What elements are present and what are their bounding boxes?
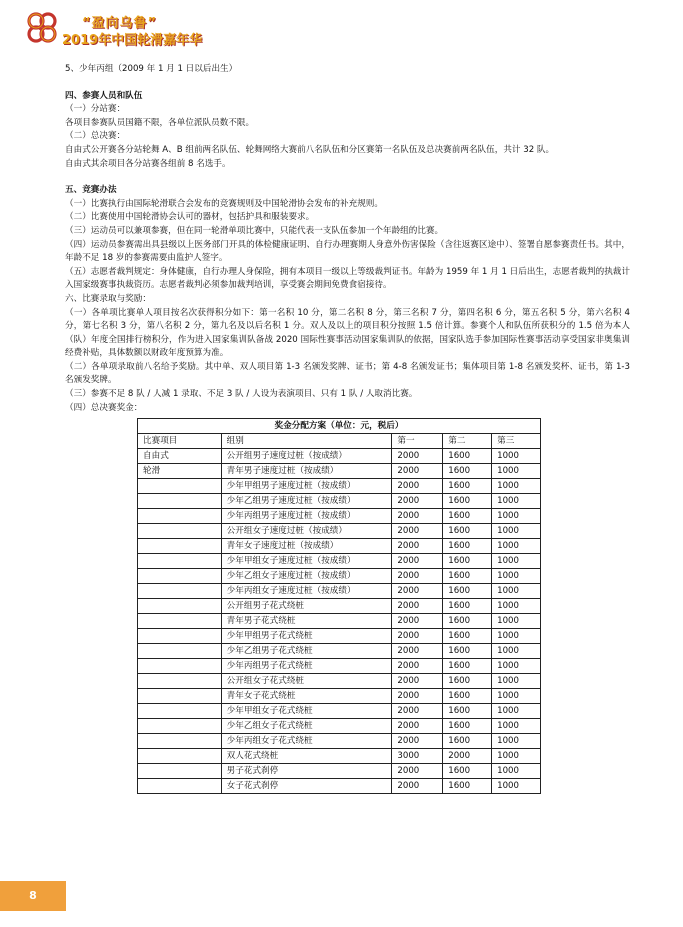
table-cell: 1000 bbox=[492, 569, 541, 584]
table-cell: 2000 bbox=[392, 449, 443, 464]
table-row bbox=[138, 479, 541, 494]
table-cell: 1600 bbox=[443, 629, 492, 644]
table-cell: 1600 bbox=[443, 614, 492, 629]
table-cell bbox=[138, 614, 222, 629]
table-cell bbox=[138, 644, 222, 659]
section-heading-awards: 六、比赛录取与奖励： bbox=[65, 293, 151, 304]
table-row bbox=[138, 659, 541, 674]
table-cell: 2000 bbox=[392, 779, 443, 794]
table-cell: 1000 bbox=[492, 689, 541, 704]
table-cell: 1000 bbox=[492, 449, 541, 464]
table-cell: 1600 bbox=[443, 704, 492, 719]
table-row bbox=[138, 599, 541, 614]
table-cell bbox=[138, 509, 222, 524]
table-cell: 2000 bbox=[392, 629, 443, 644]
table-cell: 1600 bbox=[443, 494, 492, 509]
table-cell bbox=[138, 689, 222, 704]
table-cell: 双人花式绕桩 bbox=[221, 749, 392, 764]
prize-table-header-row bbox=[138, 434, 541, 449]
table-cell: 1600 bbox=[443, 764, 492, 779]
table-cell: 1600 bbox=[443, 524, 492, 539]
table-cell: 2000 bbox=[392, 494, 443, 509]
table-cell: 公开组男子花式绕桩 bbox=[221, 599, 392, 614]
table-cell: 1000 bbox=[492, 779, 541, 794]
section-heading-competition-method: 五、竞赛办法 bbox=[65, 185, 117, 196]
table-row bbox=[138, 584, 541, 599]
table-cell: 少年乙组女子花式绕桩 bbox=[221, 719, 392, 734]
prize-table bbox=[137, 418, 541, 794]
table-cell: 少年甲组女子花式绕桩 bbox=[221, 704, 392, 719]
table-cell bbox=[138, 524, 222, 539]
table-row bbox=[138, 524, 541, 539]
rule-item: （四）运动员参赛需出具县级以上医务部门开具的体检健康证明、自行办理赛期人身意外伤害保险（含往返赛区途中）、签署自愿参赛责任书。其中，年龄不足 18 岁的参赛需要由监护人签字。 bbox=[65, 239, 630, 264]
prize-table-title: 奖金分配方案（单位：元，税后） bbox=[138, 419, 541, 434]
rings-logo-icon bbox=[22, 8, 62, 48]
table-cell: 1000 bbox=[492, 719, 541, 734]
table-cell: 1600 bbox=[443, 674, 492, 689]
table-cell bbox=[138, 629, 222, 644]
table-cell: 1000 bbox=[492, 554, 541, 569]
table-cell: 公开组女子花式绕桩 bbox=[221, 674, 392, 689]
table-cell: 少年甲组男子速度过桩（按成绩） bbox=[221, 479, 392, 494]
table-cell bbox=[138, 749, 222, 764]
table-cell bbox=[138, 674, 222, 689]
table-cell: 2000 bbox=[392, 599, 443, 614]
column-header: 第三 bbox=[492, 434, 541, 449]
subheading-finals: （二）总决赛： bbox=[65, 131, 126, 142]
table-cell: 2000 bbox=[443, 749, 492, 764]
table-cell: 公开组女子速度过桩（按成绩） bbox=[221, 524, 392, 539]
column-header: 比赛项目 bbox=[138, 434, 222, 449]
table-cell: 2000 bbox=[392, 734, 443, 749]
table-cell: 1000 bbox=[492, 674, 541, 689]
table-cell: 少年丙组男子速度过桩（按成绩） bbox=[221, 509, 392, 524]
table-cell: 1000 bbox=[492, 584, 541, 599]
logo-title-line1: “盈向乌鲁” bbox=[82, 16, 158, 31]
column-header: 第二 bbox=[443, 434, 492, 449]
table-cell: 1000 bbox=[492, 749, 541, 764]
table-cell: 青年女子花式绕桩 bbox=[221, 689, 392, 704]
document-body bbox=[65, 63, 630, 794]
subheading-stage-races: （一）分站赛： bbox=[65, 104, 126, 115]
table-cell bbox=[138, 479, 222, 494]
table-cell: 1600 bbox=[443, 719, 492, 734]
table-cell bbox=[138, 719, 222, 734]
table-cell: 1000 bbox=[492, 539, 541, 554]
table-cell: 1000 bbox=[492, 494, 541, 509]
rule-item: （一）比赛执行由国际轮滑联合会发布的竞赛规则及中国轮滑协会发布的补充规则。 bbox=[65, 198, 383, 209]
table-cell: 1600 bbox=[443, 539, 492, 554]
table-cell: 2000 bbox=[392, 764, 443, 779]
table-cell: 1000 bbox=[492, 764, 541, 779]
table-cell: 1600 bbox=[443, 584, 492, 599]
age-group-item-5: 5、少年丙组（2009 年 1 月 1 日以后出生） bbox=[65, 64, 238, 74]
table-cell: 少年丙组女子花式绕桩 bbox=[221, 734, 392, 749]
table-cell: 1000 bbox=[492, 659, 541, 674]
table-cell: 2000 bbox=[392, 689, 443, 704]
table-cell: 青年男子花式绕桩 bbox=[221, 614, 392, 629]
rule-item: （一）各单项比赛单人项目按名次获得积分如下：第一名积 10 分，第二名积 8 分，第三名积 7 分，第四名积 6 分，第五名积 5 分，第六名积 4 分，第七名积 3 分，第八名积 2 分，第九名及以后名积 1 分。双人及以上的项目积分按照 1.5 倍计算。参赛个人和队伍所获积分的 1.5 倍为本人（队）年度全国排行榜积分，作为进入国家集训队备战 2020 国际性赛事活动国家集训队的依据，国家队选手参加国际性赛事活动享受国家非奥集训经费补贴，具体数额以财政年度预算为准。 bbox=[65, 307, 630, 359]
table-cell: 2000 bbox=[392, 539, 443, 554]
table-cell bbox=[138, 764, 222, 779]
table-cell bbox=[138, 659, 222, 674]
table-row bbox=[138, 764, 541, 779]
table-cell: 1000 bbox=[492, 614, 541, 629]
table-cell: 2000 bbox=[392, 644, 443, 659]
table-row bbox=[138, 539, 541, 554]
table-cell: 3000 bbox=[392, 749, 443, 764]
table-row bbox=[138, 644, 541, 659]
table-row bbox=[138, 719, 541, 734]
table-cell: 少年甲组女子速度过桩（按成绩） bbox=[221, 554, 392, 569]
table-cell: 2000 bbox=[392, 659, 443, 674]
paragraph: 自由式其余项目各分站赛各组前 8 名选手。 bbox=[65, 158, 231, 169]
page-number: 8 bbox=[0, 881, 66, 911]
header-logo bbox=[22, 6, 203, 50]
table-cell: 自由式 bbox=[138, 449, 222, 464]
table-cell: 1600 bbox=[443, 479, 492, 494]
table-row bbox=[138, 494, 541, 509]
table-cell bbox=[138, 554, 222, 569]
prize-table-body bbox=[138, 449, 541, 794]
table-cell bbox=[138, 779, 222, 794]
table-cell: 2000 bbox=[392, 479, 443, 494]
table-cell: 1000 bbox=[492, 524, 541, 539]
table-cell: 少年乙组女子速度过桩（按成绩） bbox=[221, 569, 392, 584]
rule-item: （三）参赛不足 8 队 / 人减 1 录取、不足 3 队 / 人设为表演项目、只有 1 队 / 人取消比赛。 bbox=[65, 389, 418, 400]
table-row bbox=[138, 689, 541, 704]
table-cell: 1000 bbox=[492, 464, 541, 479]
table-row bbox=[138, 614, 541, 629]
table-cell: 少年丙组女子速度过桩（按成绩） bbox=[221, 584, 392, 599]
table-row bbox=[138, 554, 541, 569]
table-row bbox=[138, 674, 541, 689]
table-row bbox=[138, 509, 541, 524]
column-header: 组别 bbox=[221, 434, 392, 449]
table-cell: 1600 bbox=[443, 779, 492, 794]
table-cell: 青年男子速度过桩（按成绩） bbox=[221, 464, 392, 479]
table-cell: 2000 bbox=[392, 464, 443, 479]
table-cell: 女子花式刹停 bbox=[221, 779, 392, 794]
column-header: 第一 bbox=[392, 434, 443, 449]
table-cell: 1000 bbox=[492, 644, 541, 659]
table-row bbox=[138, 749, 541, 764]
table-cell: 1600 bbox=[443, 689, 492, 704]
table-cell: 1600 bbox=[443, 599, 492, 614]
table-cell: 青年女子速度过桩（按成绩） bbox=[221, 539, 392, 554]
table-cell bbox=[138, 599, 222, 614]
table-cell: 轮滑 bbox=[138, 464, 222, 479]
table-cell: 1000 bbox=[492, 479, 541, 494]
table-cell: 1600 bbox=[443, 554, 492, 569]
table-cell bbox=[138, 734, 222, 749]
table-cell: 1600 bbox=[443, 569, 492, 584]
table-cell bbox=[138, 704, 222, 719]
table-cell: 公开组男子速度过桩（按成绩） bbox=[221, 449, 392, 464]
table-cell: 2000 bbox=[392, 674, 443, 689]
table-cell: 2000 bbox=[392, 524, 443, 539]
table-cell: 1600 bbox=[443, 644, 492, 659]
rule-item: （四）总决赛奖金： bbox=[65, 402, 143, 413]
table-cell bbox=[138, 494, 222, 509]
table-cell: 2000 bbox=[392, 719, 443, 734]
table-cell bbox=[138, 569, 222, 584]
table-cell: 2000 bbox=[392, 584, 443, 599]
table-cell: 2000 bbox=[392, 704, 443, 719]
table-cell bbox=[138, 539, 222, 554]
table-row bbox=[138, 569, 541, 584]
table-cell: 1600 bbox=[443, 509, 492, 524]
table-cell: 1000 bbox=[492, 704, 541, 719]
table-cell: 1600 bbox=[443, 464, 492, 479]
table-row bbox=[138, 449, 541, 464]
table-cell: 2000 bbox=[392, 614, 443, 629]
table-row bbox=[138, 464, 541, 479]
table-row bbox=[138, 629, 541, 644]
rule-item: （五）志愿者裁判规定：身体健康，自行办理人身保险，拥有本项目一级以上等级裁判证书。年龄为 1959 年 1 月 1 日后出生，志愿者裁判的执裁计入国家级赛事执裁资历。志愿者裁判必须参加裁判培训，享受赛会期间免费食宿接待。 bbox=[65, 266, 630, 291]
table-cell: 2000 bbox=[392, 509, 443, 524]
table-row bbox=[138, 704, 541, 719]
table-cell: 1000 bbox=[492, 734, 541, 749]
table-cell: 少年乙组男子花式绕桩 bbox=[221, 644, 392, 659]
paragraph: 自由式公开赛各分站轮舞 A、B 组前两名队伍、轮舞网络大赛前八名队伍和分区赛第一名队伍及总决赛前两名队伍，共计 32 队。 bbox=[65, 144, 555, 155]
rule-item: （三）运动员可以兼项参赛，但在同一轮滑单项比赛中，只能代表一支队伍参加一个年龄组的比赛。 bbox=[65, 225, 444, 236]
table-cell: 1600 bbox=[443, 449, 492, 464]
table-cell: 少年乙组男子速度过桩（按成绩） bbox=[221, 494, 392, 509]
table-row bbox=[138, 734, 541, 749]
table-row bbox=[138, 779, 541, 794]
table-cell: 男子花式刹停 bbox=[221, 764, 392, 779]
rule-item: （二）比赛使用中国轮滑协会认可的器材，包括护具和服装要求。 bbox=[65, 212, 315, 223]
paragraph: 各项目参赛队员国籍不限，各单位派队员数不限。 bbox=[65, 117, 255, 128]
logo-title-line2: 2019年中国轮滑嘉年华 bbox=[62, 33, 203, 48]
section-heading-participants: 四、参赛人员和队伍 bbox=[65, 90, 143, 101]
table-cell: 少年甲组男子花式绕桩 bbox=[221, 629, 392, 644]
table-cell: 2000 bbox=[392, 569, 443, 584]
prize-table-title-row bbox=[138, 419, 541, 434]
rule-item: （二）各单项录取前八名给予奖励。其中单、双人项目第 1-3 名颁发奖牌、证书；第 4-8 名颁发证书；集体项目第 1-8 名颁发奖杯、证书，第 1-3 名颁发奖牌。 bbox=[65, 361, 630, 386]
table-cell: 少年丙组男子花式绕桩 bbox=[221, 659, 392, 674]
table-cell: 2000 bbox=[392, 554, 443, 569]
table-cell: 1000 bbox=[492, 509, 541, 524]
table-cell: 1600 bbox=[443, 659, 492, 674]
table-cell: 1600 bbox=[443, 734, 492, 749]
table-cell bbox=[138, 584, 222, 599]
table-cell: 1000 bbox=[492, 629, 541, 644]
table-cell: 1000 bbox=[492, 599, 541, 614]
